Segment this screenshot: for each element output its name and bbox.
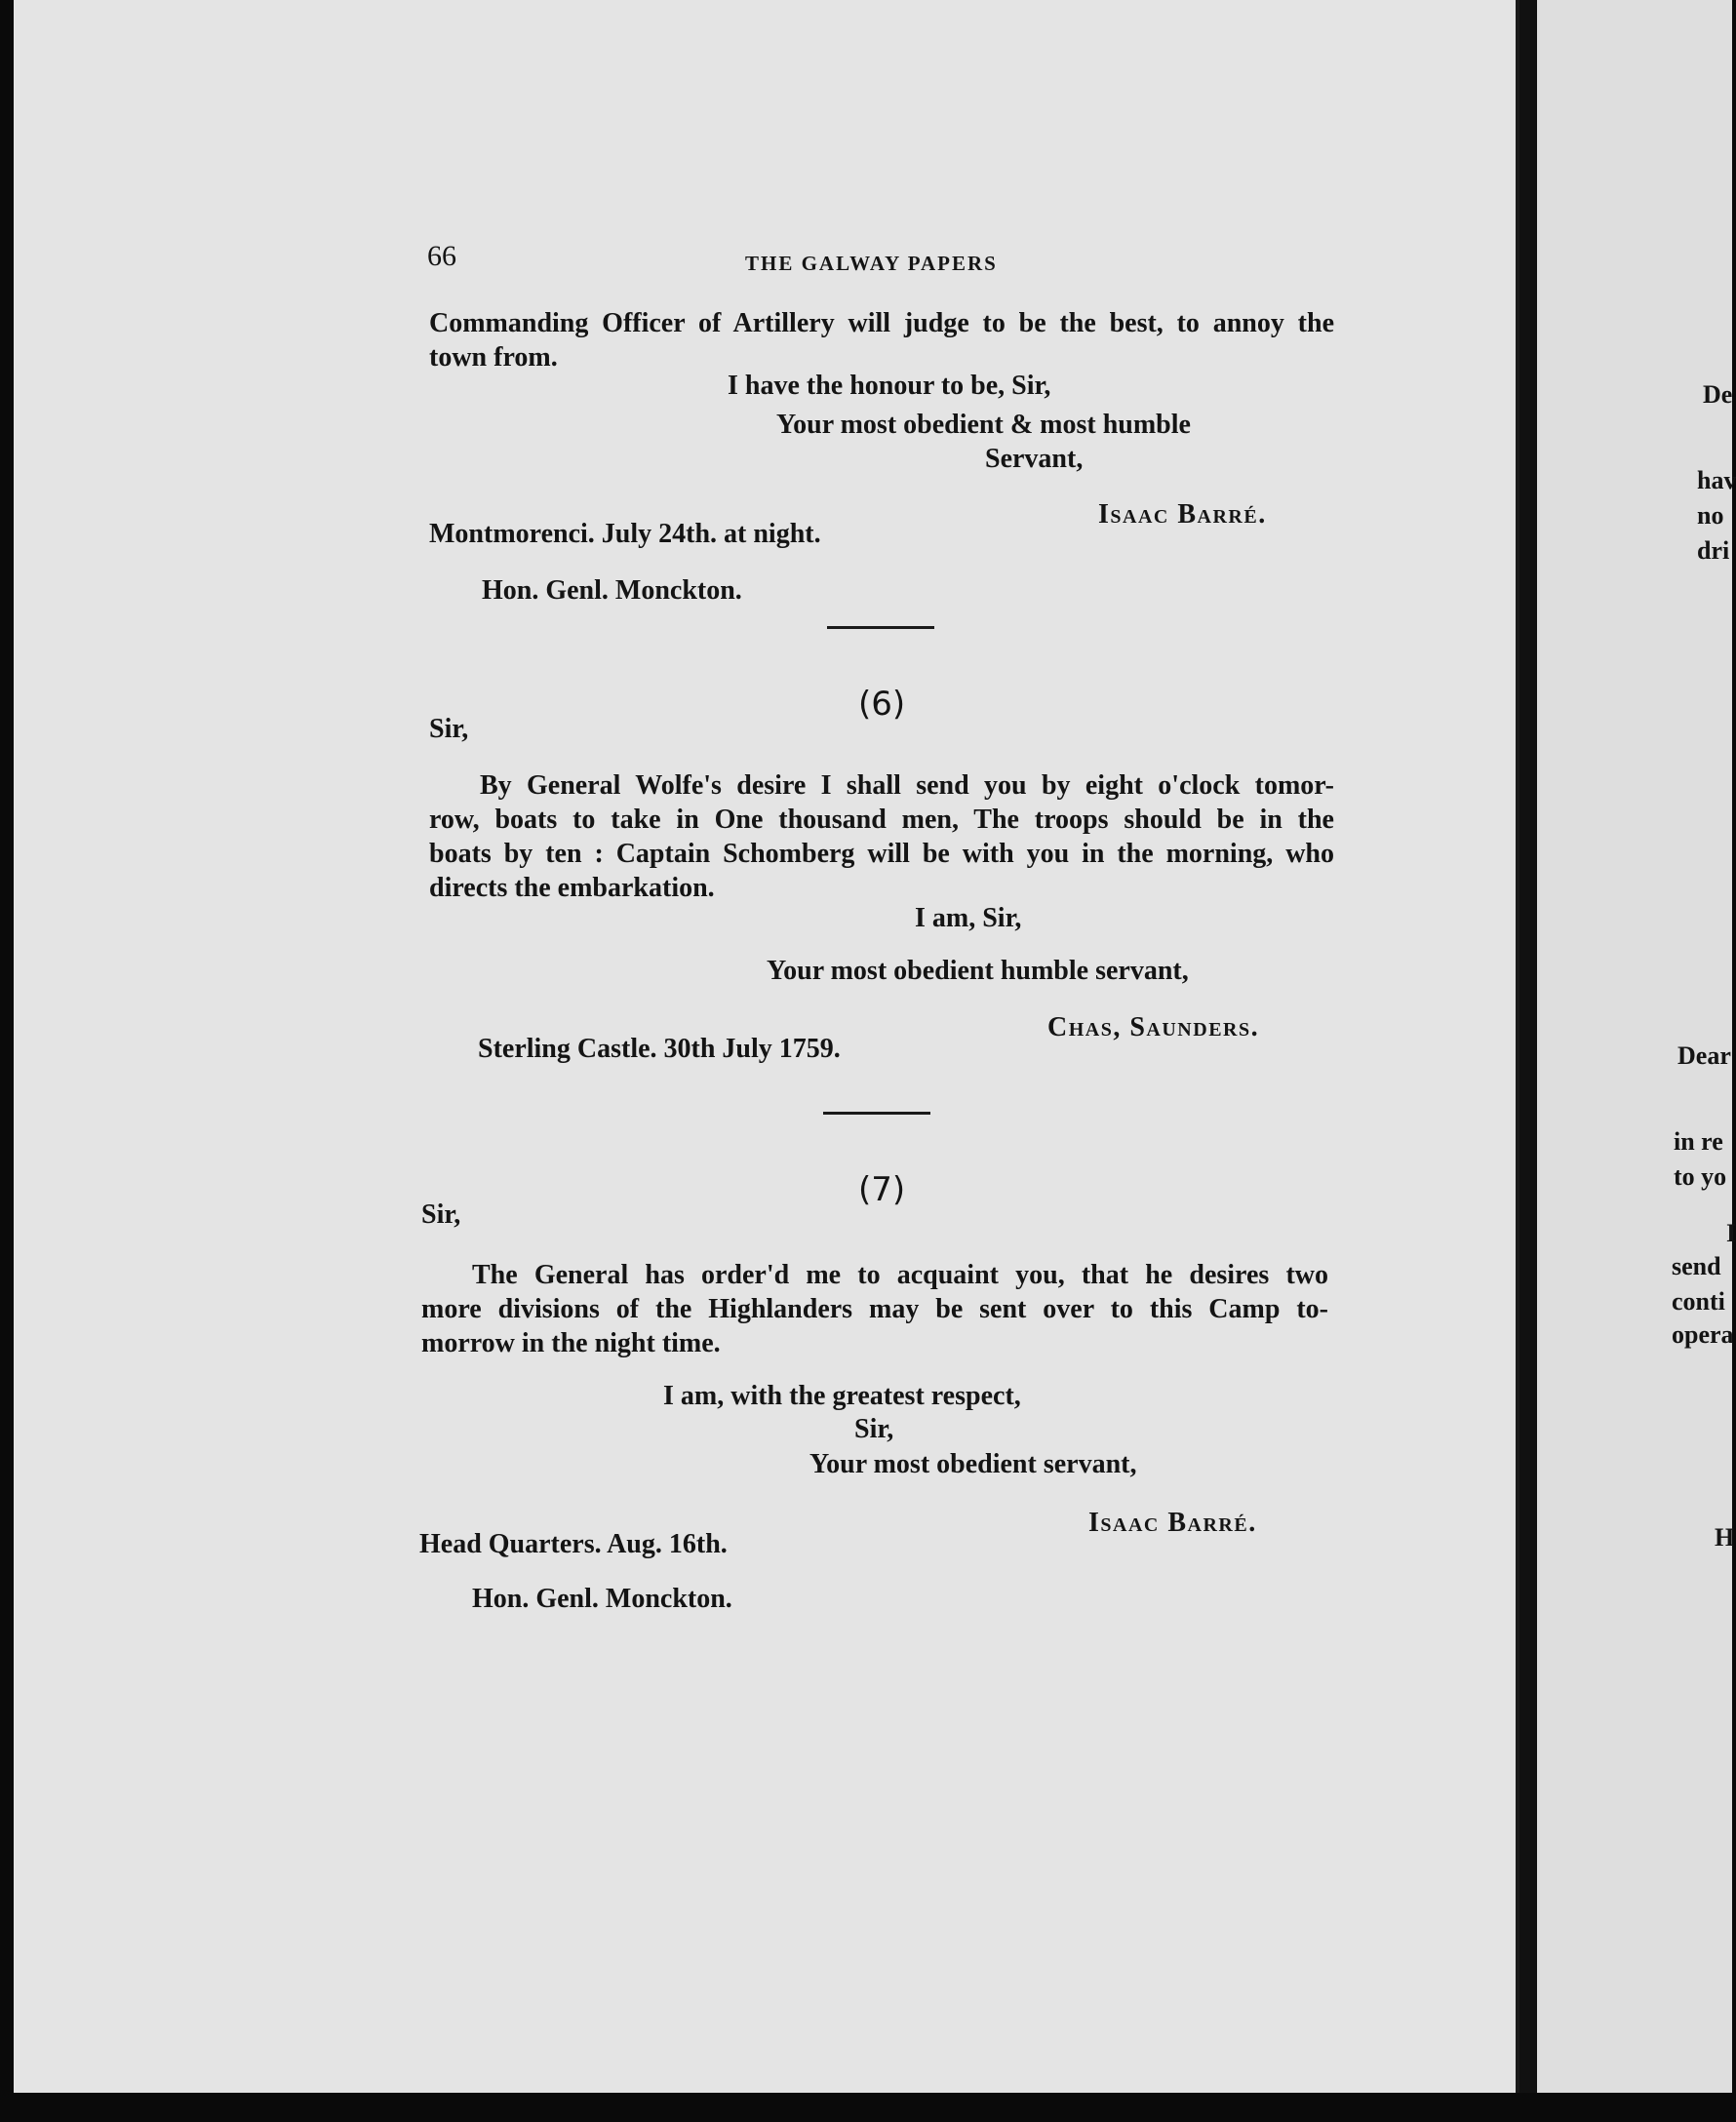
- closing-line: Your most obedient & most humble: [776, 410, 1191, 440]
- facing-text: in re: [1674, 1127, 1723, 1156]
- section-divider: [823, 1112, 930, 1115]
- facing-text: hav: [1697, 466, 1736, 494]
- page-number: 66: [427, 240, 456, 272]
- facing-text: I: [1726, 1219, 1736, 1247]
- facing-text: opera: [1672, 1320, 1734, 1349]
- signature: Chas, Saunders.: [1047, 1012, 1260, 1042]
- addressee: Hon. Genl. Monckton.: [472, 1584, 732, 1614]
- closing-line: I have the honour to be, Sir,: [728, 371, 1051, 401]
- text-line: boats by ten : Captain Schomberg will be with you in the morning, who: [429, 839, 1334, 869]
- place-date: Montmorenci. July 24th. at night.: [429, 519, 821, 549]
- facing-text: Dear: [1677, 1041, 1731, 1070]
- facing-text: send: [1672, 1252, 1721, 1280]
- closing-line: Your most obedient servant,: [809, 1449, 1137, 1479]
- closing-line: I am, with the greatest respect,: [663, 1381, 1021, 1411]
- facing-text: H: [1715, 1523, 1735, 1552]
- place-date: Head Quarters. Aug. 16th.: [419, 1529, 728, 1559]
- text-line: Commanding Officer of Artillery will judge to be the best, to annoy the: [429, 308, 1334, 338]
- text-line: The General has order'd me to acquaint you, that he desires two: [472, 1260, 1328, 1290]
- text-line: more divisions of the Highlanders may be sent over to this Camp to-: [421, 1294, 1328, 1324]
- text-line: row, boats to take in One thousand men, The troops should be in the: [429, 805, 1334, 835]
- facing-text: conti: [1672, 1287, 1725, 1316]
- closing-line: I am, Sir,: [915, 903, 1022, 933]
- facing-text: no: [1697, 501, 1724, 530]
- place-date: Sterling Castle. 30th July 1759.: [478, 1034, 841, 1064]
- letter5-body: [429, 306, 1334, 374]
- salutation: Sir,: [429, 714, 469, 744]
- facing-text: to yo: [1674, 1162, 1727, 1191]
- signature: Isaac Barré.: [1088, 1508, 1257, 1538]
- salutation: Sir,: [421, 1199, 461, 1230]
- letter-number: (7): [858, 1170, 906, 1209]
- facing-text: De: [1703, 380, 1733, 409]
- closing-line: Servant,: [985, 444, 1084, 474]
- running-head: THE GALWAY PAPERS: [745, 252, 998, 275]
- facing-text: dri: [1697, 536, 1730, 565]
- letter7-body: [421, 1258, 1328, 1360]
- addressee: Hon. Genl. Monckton.: [482, 575, 742, 606]
- letter-number: (6): [858, 685, 906, 724]
- closing-line: Sir,: [854, 1414, 894, 1444]
- text-line: town from.: [429, 342, 558, 373]
- text-line: morrow in the night time.: [421, 1328, 721, 1358]
- book-gutter: [1519, 0, 1537, 2093]
- closing-line: Your most obedient humble servant,: [767, 956, 1189, 986]
- text-line: directs the embarkation.: [429, 873, 715, 903]
- letter6-body: [429, 768, 1334, 905]
- text-line: By General Wolfe's desire I shall send you by eight o'clock tomor-: [480, 770, 1334, 801]
- signature: Isaac Barré.: [1098, 499, 1267, 530]
- section-divider: [827, 626, 934, 629]
